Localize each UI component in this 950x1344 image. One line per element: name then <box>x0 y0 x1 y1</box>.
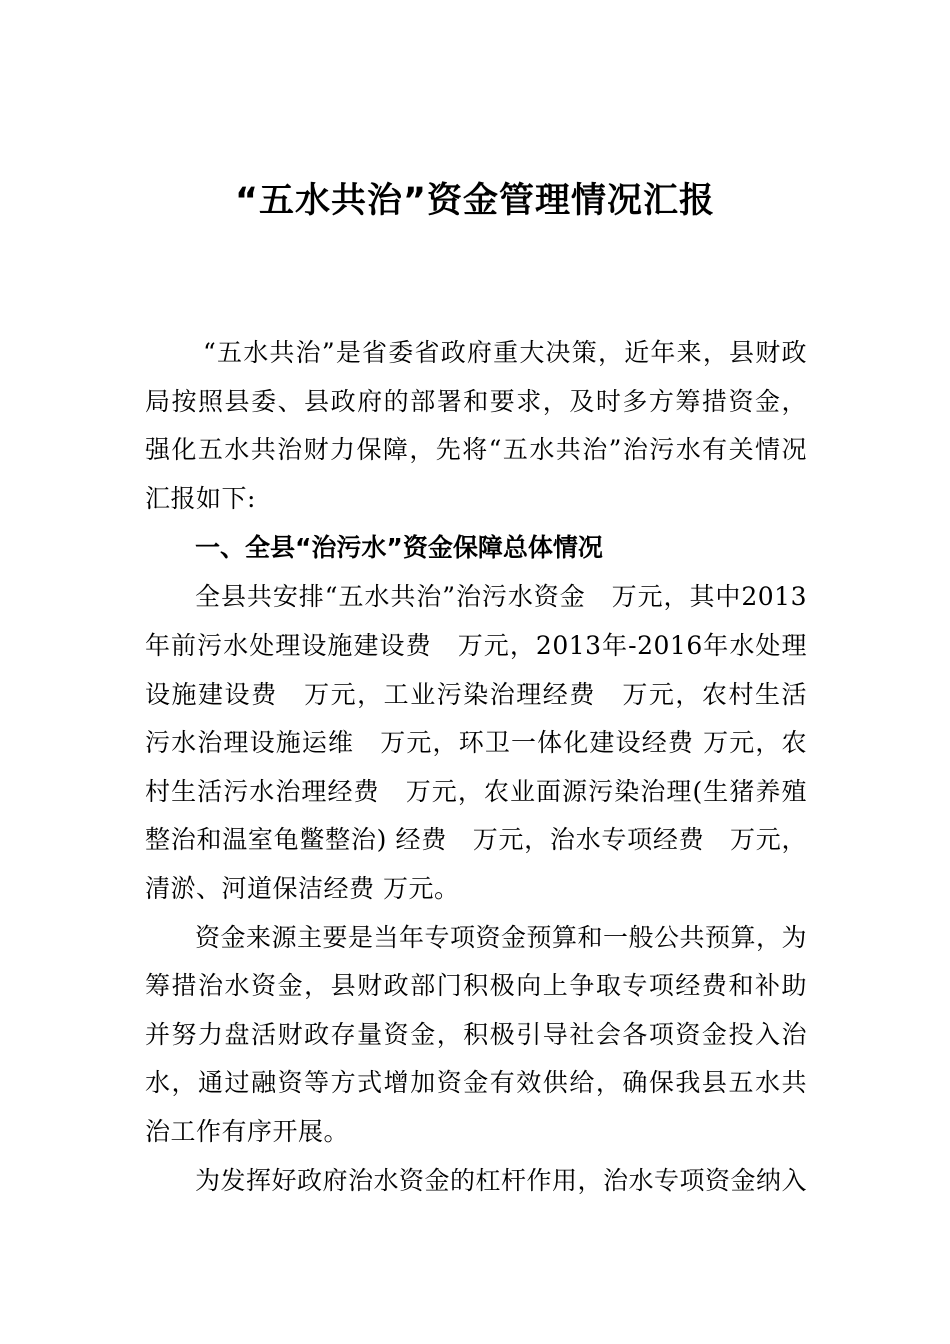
funding-source-paragraph: 资金来源主要是当年专项资金预算和一般公共预算，为筹措治水资金，县财政部门积极向上争取专项经费和补助并努力盘活财政存量资金，积极引导社会各项资金投入治水，通过融资等方式增加资金有效供给，确保我县五水共治工作有序开展。 <box>145 922 808 1146</box>
document-body <box>145 329 807 1205</box>
document-title: “五水共治”资金管理情况汇报 <box>234 181 715 221</box>
section-heading: 一、全县“治污水”资金保障总体情况 <box>195 533 603 563</box>
funding-overview-paragraph: 全县共安排“五水共治”治污水资金 万元，其中2013年前污水处理设施建设费 万元，2013年-2016年水处理设施建设费 万元，工业污染治理经费 万元，农村生活污水治理设施运维 万元，环卫一体化建设经费 万元，农村生活污水治理经费 万元，农业面源污染治理(生猪养殖整治和温室龟鳖整治) 经费 万元，治水专项经费 万元，清淤、河道保洁经费 万元。 <box>145 582 807 903</box>
intro-paragraph: “五水共治”是省委省政府重大决策，近年来，县财政局按照县委、县政府的部署和要求，及时多方筹措资金，强化五水共治财力保障，先将“五水共治”治污水有关情况汇报如下: <box>145 338 807 513</box>
leverage-paragraph: 为发挥好政府治水资金的杠杆作用，治水专项资金纳入 <box>195 1165 808 1195</box>
